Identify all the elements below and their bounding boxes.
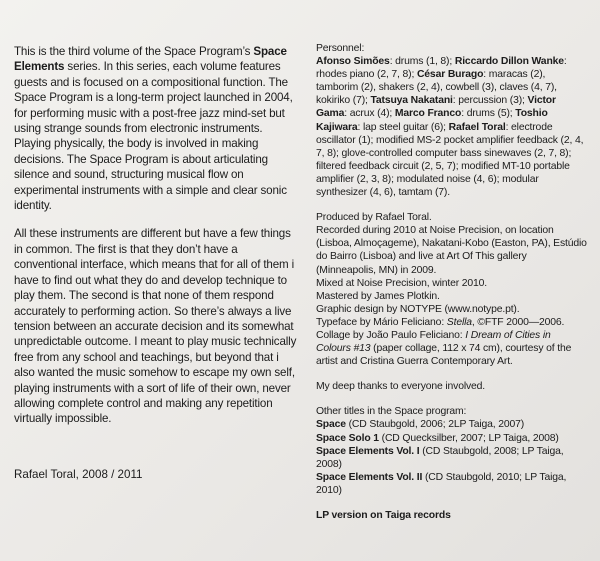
- essay-column: [14, 44, 298, 440]
- thanks-note: My deep thanks to everyone involved.: [316, 381, 486, 393]
- credits-column: [316, 42, 588, 534]
- personnel-list: Afonso Simões: drums (1, 8); Riccardo Dillon Wanke: rhodes piano (2, 7, 8); César Burago: maracas (2), tamborim (2), shakers (2, 4), cowbell (3), claves (4, 7), kokiriko (7); Tatsuya Nakatani: percussion (3); Victor Gama: acrux (4); Marco Franco: drums (5); Toshio Kajiwara: lap steel guitar (6); Rafael Toral: electrode oscillator (1); modified MS-2 pocket amplifier feedback (2, 4, 7, 8); glove-controlled computer bass sinewaves (2, 7, 8); filtered feedback circuit (2, 5, 7); modified MT-10 portable amplifier (2, 3, 8); modulated noise (4, 6); modular synthesizer (4, 6), tamtam (7).: [316, 56, 584, 199]
- title-item: Space Elements Vol. II (CD Staubgold, 2010; LP Taiga, 2010): [316, 471, 567, 496]
- title-item: Space (CD Staubgold, 2006; 2LP Taiga, 2007): [316, 419, 525, 431]
- recorded-credit: Recorded during 2010 at Noise Precision, on location (Lisboa, Almoçageme), Nakatani-Kobo (Easton, PA), Estúdio do Bairro (Lisboa) and live at Art Of This gallery (Minneapolis, MN) in 2009.: [316, 225, 587, 276]
- graphic-credit: Graphic design by NOTYPE (www.notype.pt).: [316, 303, 520, 315]
- mixed-credit: Mixed at Noise Precision, winter 2010.: [316, 277, 488, 289]
- lp-version-note: LP version on Taiga records: [316, 510, 451, 521]
- essay-paragraph-2: All these instruments are different but have a few things in common. The first is that they don’t have a conventional interface, which means that for all of them i have to find out what they do and develop technique to play them. The second is that none of them respond accurately to performing action. So there’s always a live tension between an accurate decision and its somewhat unpredictable outcome. I meant to play music technically free from any school and teachings, but beyond that i also wanted the music somehow to escape my own self, playing instruments with a sort of life of their own, never allowing complete control and making any repetition virtually impossible.: [14, 227, 297, 426]
- personnel-block: [316, 42, 588, 199]
- title-item: Space Solo 1 (CD Quecksilber, 2007; LP Taiga, 2008): [316, 432, 559, 444]
- other-titles: [316, 405, 588, 497]
- production-credits: [316, 211, 588, 368]
- author-signature: Rafael Toral, 2008 / 2011: [14, 468, 143, 481]
- produced-credit: Produced by Rafael Toral.: [316, 212, 432, 224]
- typeface-credit: Typeface by Mário Feliciano: Stella, ©FTF 2000—2006.: [316, 316, 565, 328]
- series-name: Space Elements: [14, 45, 287, 74]
- collage-credit: Collage by João Paulo Feliciano: I Dream of Cities in Colours #13 (paper collage, 112 x 74 cm), courtesy of the artist and Cristina Guerra Contemporary Art.: [316, 329, 572, 368]
- title-item: Space Elements Vol. I (CD Staubgold, 2008; LP Taiga, 2008): [316, 445, 564, 470]
- personnel-heading: Personnel:: [316, 43, 365, 54]
- mastered-credit: Mastered by James Plotkin.: [316, 290, 440, 302]
- essay-paragraph-1: This is the third volume of the Space Program’s Space Elements series. In this series, each volume features guests and is focused on a compositional function. The Space Program is a long-term project launched in 2004, for performing music with a post-free jazz mind-set but using strange sounds from electronic instruments. Playing physically, the body is involved in making decisions. The Space Program is about articulating silence and sound, structuring musical flow on experimental instruments with a simple and clear sonic identity.: [14, 45, 293, 213]
- other-titles-heading: Other titles in the Space program:: [316, 406, 467, 418]
